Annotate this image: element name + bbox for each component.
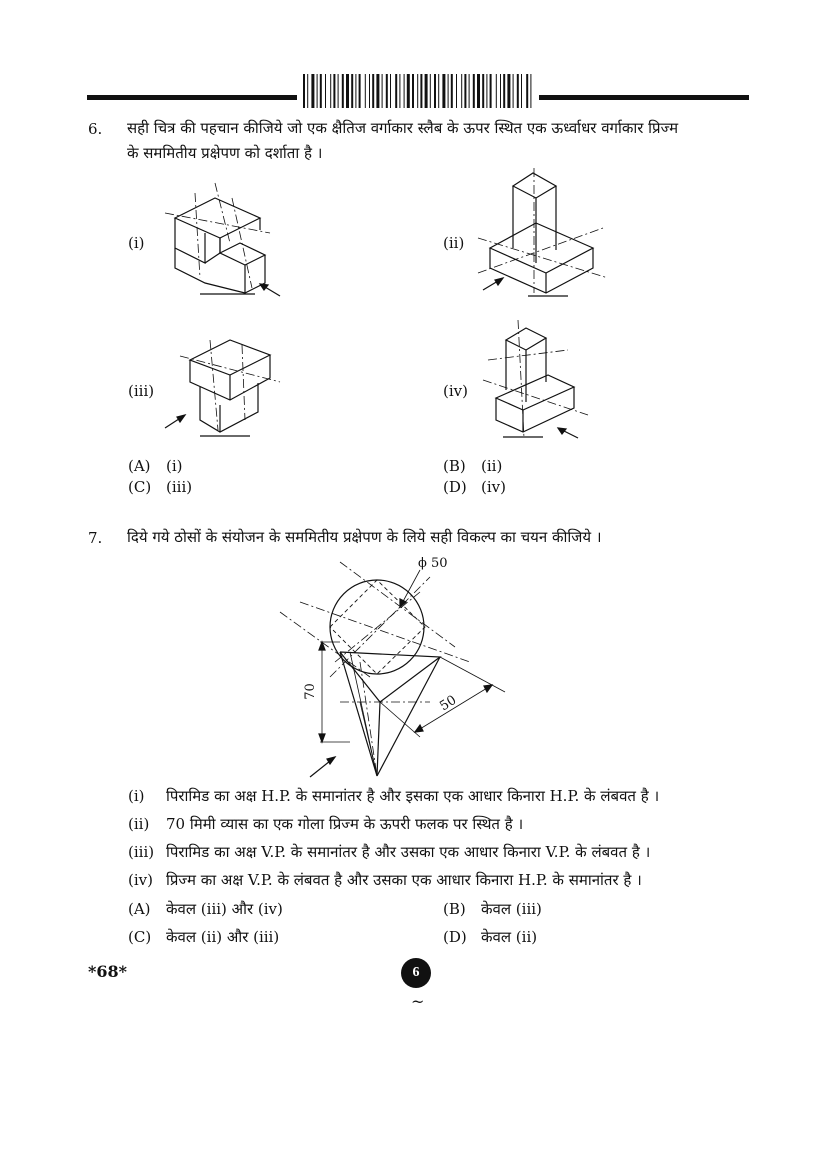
question-6-text-line1: सही चित्र की पहचान कीजिये जो एक क्षैतिज वर्गाकार स्लैब के ऊपर स्थित एक ऊर्ध्वाधर वर्गाकार प्रिज्म — [127, 119, 679, 137]
barcode-bar — [325, 74, 326, 108]
barcode-bar — [482, 74, 484, 108]
barcode-bar — [507, 74, 510, 108]
header-rule-left — [87, 95, 297, 100]
barcode-bar — [477, 74, 480, 108]
barcode-bar — [530, 74, 531, 108]
barcode-bar — [464, 74, 466, 108]
barcode-bar — [372, 74, 374, 108]
q7-diameter-label: ϕ 50 — [418, 556, 448, 571]
barcode-bar — [359, 74, 361, 108]
barcode-bar — [338, 74, 339, 108]
barcode-bar — [417, 74, 418, 108]
barcode-bar — [407, 74, 410, 108]
barcode-bar — [473, 74, 475, 108]
q7-statement-iv: (iv) प्रिज्म का अक्ष V.P. के लंबवत है और उसका एक आधार किनारा H.P. के समानांतर है । — [128, 871, 642, 889]
question-7-text: दिये गये ठोसों के संयोजन के सममितीय प्रक्षेपण के लिये सही विकल्प का चयन कीजिये । — [127, 528, 602, 546]
question-7-number: 7. — [88, 529, 103, 547]
barcode-bar — [486, 74, 487, 108]
header-rule-right — [539, 95, 749, 100]
figure-ii-drawing — [478, 168, 618, 303]
q6-option-c[interactable]: (C) (iii) — [128, 478, 193, 496]
barcode-bar — [320, 74, 322, 108]
barcode-bar — [303, 74, 305, 108]
q7-option-c[interactable]: (C) केवल (ii) और (iii) — [128, 928, 280, 946]
barcode-bar — [404, 74, 405, 108]
figure-iv-drawing — [478, 320, 618, 445]
q7-height-label: 70 — [302, 683, 318, 700]
barcode-bar — [330, 74, 331, 108]
barcode-bar — [496, 74, 497, 108]
q7-figure-drawing — [280, 552, 520, 782]
q6-option-b[interactable]: (B) (ii) — [443, 457, 503, 475]
barcode-bar — [376, 74, 379, 108]
barcode-bar — [442, 74, 445, 108]
barcode-bar — [369, 74, 370, 108]
barcode-bar — [342, 74, 344, 108]
barcode-bar — [434, 74, 436, 108]
barcode-bar — [333, 74, 335, 108]
figure-iii-drawing — [160, 320, 290, 445]
barcode-bar — [448, 74, 449, 108]
barcode-bar — [317, 74, 318, 108]
q7-statement-iii: (iii) पिरामिड का अक्ष V.P. के समानांतर है और उसका एक आधार किनारा V.P. के लंबवत है । — [128, 843, 651, 861]
barcode-bar — [521, 74, 522, 108]
q6-option-d[interactable]: (D) (iv) — [443, 478, 506, 496]
barcode-bar — [503, 74, 505, 108]
footer-code: *68* — [88, 962, 127, 981]
barcode-bar — [382, 74, 383, 108]
barcode-bar — [469, 74, 470, 108]
q7-side-label: 50 — [437, 692, 460, 715]
barcode-bar — [390, 74, 391, 108]
figure-label-iii: (iii) — [128, 382, 155, 400]
barcode-bar — [456, 74, 457, 108]
barcode-bar — [526, 74, 528, 108]
figure-label-iv: (iv) — [443, 382, 468, 400]
barcode-bar — [500, 74, 501, 108]
barcode-icon — [303, 74, 533, 108]
barcode-bar — [355, 74, 356, 108]
q7-statement-ii: (ii) 70 मिमी व्यास का एक गोला प्रिज्म के ऊपरी फलक पर स्थित है । — [128, 815, 524, 833]
barcode-bar — [451, 74, 453, 108]
barcode-bar — [307, 74, 308, 108]
barcode-bar — [311, 74, 314, 108]
barcode-bar — [490, 74, 492, 108]
barcode-bar — [425, 74, 428, 108]
barcode-bar — [412, 74, 414, 108]
barcode-bar — [420, 74, 422, 108]
q7-option-a[interactable]: (A) केवल (iii) और (iv) — [128, 900, 283, 918]
barcode-bar — [430, 74, 431, 108]
barcode-bar — [461, 74, 462, 108]
barcode-bar — [438, 74, 439, 108]
barcode-bar — [386, 74, 388, 108]
q7-option-d[interactable]: (D) केवल (ii) — [443, 928, 538, 946]
question-6-text-line2: के सममितीय प्रक्षेपण को दर्शाता है । — [127, 144, 323, 162]
barcode-bar — [351, 74, 353, 108]
figure-i-drawing — [160, 178, 290, 303]
barcode-bar — [513, 74, 514, 108]
figure-label-i: (i) — [128, 234, 145, 252]
q6-option-a[interactable]: (A) (i) — [128, 457, 183, 475]
q7-option-b[interactable]: (B) केवल (iii) — [443, 900, 542, 918]
figure-label-ii: (ii) — [443, 234, 465, 252]
footer-tilde: ~ — [411, 992, 425, 1011]
barcode-bar — [395, 74, 397, 108]
page-number: 6 — [401, 958, 431, 988]
question-6-number: 6. — [88, 120, 103, 138]
q7-statement-i: (i) पिरामिड का अक्ष H.P. के समानांतर है और इसका एक आधार किनारा H.P. के लंबवत है । — [128, 787, 660, 805]
barcode-bar — [346, 74, 349, 108]
barcode-bar — [399, 74, 400, 108]
barcode-bar — [365, 74, 366, 108]
barcode-bar — [517, 74, 519, 108]
